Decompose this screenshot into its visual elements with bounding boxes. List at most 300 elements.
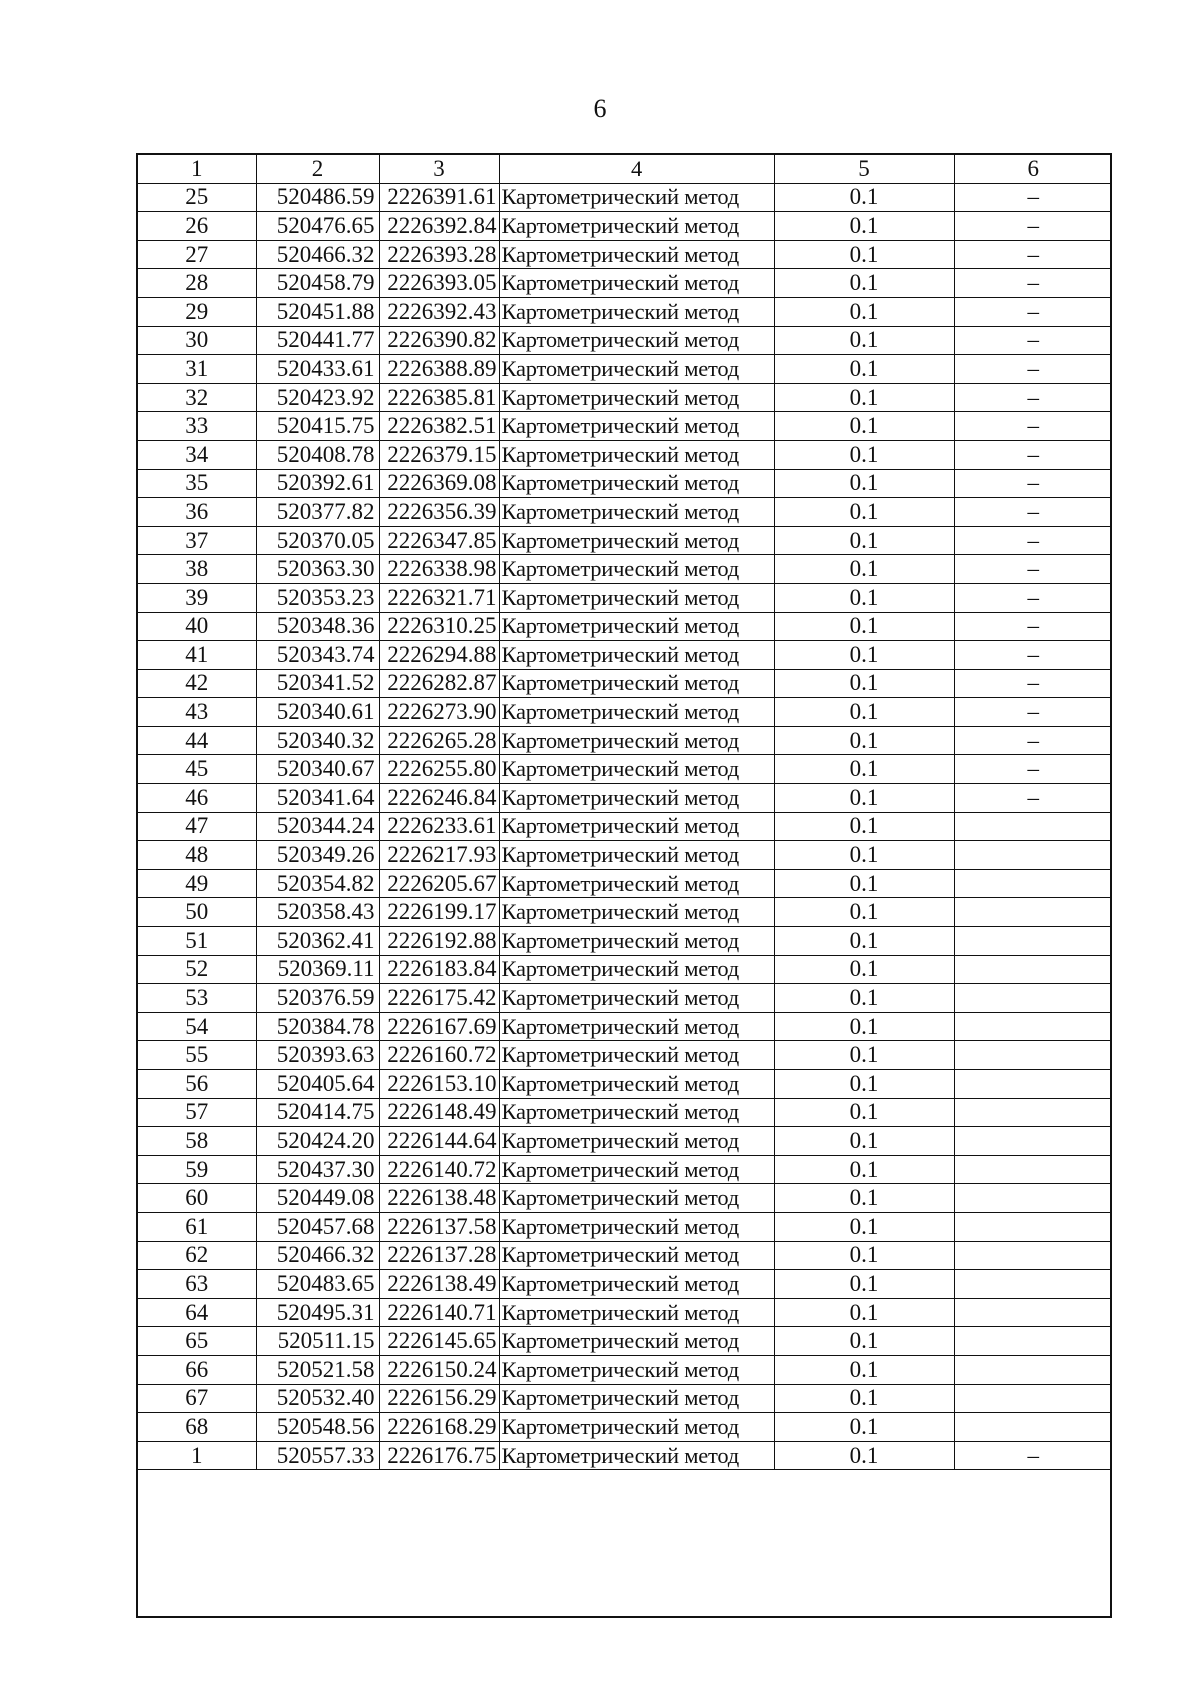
accuracy-cell: 0.1 — [774, 1355, 954, 1384]
point-number-cell: 56 — [138, 1070, 256, 1099]
y-coordinate-cell: 2226140.71 — [379, 1298, 499, 1327]
accuracy-cell: 0.1 — [774, 612, 954, 641]
x-coordinate-cell: 520423.92 — [256, 383, 379, 412]
accuracy-cell: 0.1 — [774, 927, 954, 956]
table-row — [138, 1355, 1112, 1384]
accuracy-cell: 0.1 — [774, 355, 954, 384]
y-coordinate-cell: 2226321.71 — [379, 583, 499, 612]
point-number-cell: 29 — [138, 297, 256, 326]
point-number-cell: 30 — [138, 326, 256, 355]
point-number-cell: 32 — [138, 383, 256, 412]
y-coordinate-cell: 2226393.28 — [379, 240, 499, 269]
table-row — [138, 898, 1112, 927]
y-coordinate-cell: 2226338.98 — [379, 555, 499, 584]
method-cell: Картометрический метод — [499, 355, 774, 384]
method-cell: Картометрический метод — [499, 1270, 774, 1299]
y-coordinate-cell: 2226205.67 — [379, 869, 499, 898]
point-number-cell: 38 — [138, 555, 256, 584]
point-number-cell: 27 — [138, 240, 256, 269]
x-coordinate-cell: 520451.88 — [256, 297, 379, 326]
x-coordinate-cell: 520476.65 — [256, 212, 379, 241]
method-cell: Картометрический метод — [499, 469, 774, 498]
point-number-cell: 42 — [138, 669, 256, 698]
y-coordinate-cell: 2226392.43 — [379, 297, 499, 326]
note-cell — [954, 1384, 1112, 1413]
y-coordinate-cell: 2226145.65 — [379, 1327, 499, 1356]
y-coordinate-cell: 2226382.51 — [379, 412, 499, 441]
method-cell: Картометрический метод — [499, 898, 774, 927]
x-coordinate-cell: 520415.75 — [256, 412, 379, 441]
point-number-cell: 55 — [138, 1041, 256, 1070]
y-coordinate-cell: 2226282.87 — [379, 669, 499, 698]
table-row — [138, 669, 1112, 698]
y-coordinate-cell: 2226153.10 — [379, 1070, 499, 1099]
accuracy-cell: 0.1 — [774, 1070, 954, 1099]
table-row — [138, 698, 1112, 727]
note-cell — [954, 1012, 1112, 1041]
point-number-cell: 35 — [138, 469, 256, 498]
x-coordinate-cell: 520511.15 — [256, 1327, 379, 1356]
y-coordinate-cell: 2226156.29 — [379, 1384, 499, 1413]
y-coordinate-cell: 2226388.89 — [379, 355, 499, 384]
y-coordinate-cell: 2226233.61 — [379, 812, 499, 841]
y-coordinate-cell: 2226385.81 — [379, 383, 499, 412]
x-coordinate-cell: 520405.64 — [256, 1070, 379, 1099]
point-number-cell: 59 — [138, 1155, 256, 1184]
y-coordinate-cell: 2226137.58 — [379, 1212, 499, 1241]
table-row — [138, 297, 1112, 326]
note-cell — [954, 1241, 1112, 1270]
point-number-cell: 61 — [138, 1212, 256, 1241]
point-number-cell: 31 — [138, 355, 256, 384]
point-number-cell: 43 — [138, 698, 256, 727]
note-cell: – — [954, 583, 1112, 612]
y-coordinate-cell: 2226167.69 — [379, 1012, 499, 1041]
x-coordinate-cell: 520376.59 — [256, 984, 379, 1013]
accuracy-cell: 0.1 — [774, 297, 954, 326]
method-cell: Картометрический метод — [499, 755, 774, 784]
x-coordinate-cell: 520384.78 — [256, 1012, 379, 1041]
method-cell: Картометрический метод — [499, 1212, 774, 1241]
x-coordinate-cell: 520495.31 — [256, 1298, 379, 1327]
x-coordinate-cell: 520344.24 — [256, 812, 379, 841]
table-row — [138, 841, 1112, 870]
y-coordinate-cell: 2226356.39 — [379, 498, 499, 527]
point-number-cell: 44 — [138, 726, 256, 755]
x-coordinate-cell: 520408.78 — [256, 440, 379, 469]
accuracy-cell: 0.1 — [774, 326, 954, 355]
accuracy-cell: 0.1 — [774, 1098, 954, 1127]
x-coordinate-cell: 520532.40 — [256, 1384, 379, 1413]
point-number-cell: 45 — [138, 755, 256, 784]
method-cell: Картометрический метод — [499, 412, 774, 441]
x-coordinate-cell: 520363.30 — [256, 555, 379, 584]
x-coordinate-cell: 520393.63 — [256, 1041, 379, 1070]
method-cell: Картометрический метод — [499, 726, 774, 755]
y-coordinate-cell: 2226217.93 — [379, 841, 499, 870]
note-cell: – — [954, 498, 1112, 527]
table-row — [138, 755, 1112, 784]
note-cell: – — [954, 555, 1112, 584]
x-coordinate-cell: 520341.52 — [256, 669, 379, 698]
table-row — [138, 1441, 1112, 1470]
point-number-cell: 57 — [138, 1098, 256, 1127]
point-number-cell: 64 — [138, 1298, 256, 1327]
y-coordinate-cell: 2226168.29 — [379, 1413, 499, 1442]
accuracy-cell: 0.1 — [774, 469, 954, 498]
x-coordinate-cell: 520348.36 — [256, 612, 379, 641]
note-cell: – — [954, 469, 1112, 498]
y-coordinate-cell: 2226140.72 — [379, 1155, 499, 1184]
point-number-cell: 67 — [138, 1384, 256, 1413]
table-row — [138, 269, 1112, 298]
point-number-cell: 33 — [138, 412, 256, 441]
x-coordinate-cell: 520377.82 — [256, 498, 379, 527]
note-cell: – — [954, 240, 1112, 269]
table-row — [138, 1041, 1112, 1070]
method-cell: Картометрический метод — [499, 612, 774, 641]
note-cell — [954, 812, 1112, 841]
method-cell: Картометрический метод — [499, 440, 774, 469]
x-coordinate-cell: 520369.11 — [256, 955, 379, 984]
accuracy-cell: 0.1 — [774, 555, 954, 584]
accuracy-cell: 0.1 — [774, 698, 954, 727]
table-row — [138, 784, 1112, 813]
note-cell: – — [954, 669, 1112, 698]
method-cell: Картометрический метод — [499, 240, 774, 269]
point-number-cell: 37 — [138, 526, 256, 555]
x-coordinate-cell: 520457.68 — [256, 1212, 379, 1241]
method-cell: Картометрический метод — [499, 269, 774, 298]
note-cell — [954, 1070, 1112, 1099]
method-cell: Картометрический метод — [499, 1384, 774, 1413]
note-cell: – — [954, 612, 1112, 641]
accuracy-cell: 0.1 — [774, 755, 954, 784]
note-cell — [954, 1270, 1112, 1299]
x-coordinate-cell: 520340.32 — [256, 726, 379, 755]
note-cell: – — [954, 212, 1112, 241]
accuracy-cell: 0.1 — [774, 898, 954, 927]
x-coordinate-cell: 520424.20 — [256, 1127, 379, 1156]
table-row — [138, 412, 1112, 441]
table-row — [138, 469, 1112, 498]
point-number-cell: 68 — [138, 1413, 256, 1442]
note-cell: – — [954, 269, 1112, 298]
note-cell: – — [954, 326, 1112, 355]
table-row — [138, 440, 1112, 469]
accuracy-cell: 0.1 — [774, 1155, 954, 1184]
note-cell — [954, 1184, 1112, 1213]
note-cell — [954, 1041, 1112, 1070]
x-coordinate-cell: 520343.74 — [256, 641, 379, 670]
accuracy-cell: 0.1 — [774, 183, 954, 212]
y-coordinate-cell: 2226144.64 — [379, 1127, 499, 1156]
method-cell: Картометрический метод — [499, 1184, 774, 1213]
note-cell — [954, 984, 1112, 1013]
table-row — [138, 1098, 1112, 1127]
note-cell — [954, 869, 1112, 898]
accuracy-cell: 0.1 — [774, 1184, 954, 1213]
x-coordinate-cell: 520466.32 — [256, 240, 379, 269]
note-cell — [954, 841, 1112, 870]
accuracy-cell: 0.1 — [774, 1384, 954, 1413]
y-coordinate-cell: 2226138.48 — [379, 1184, 499, 1213]
x-coordinate-cell: 520437.30 — [256, 1155, 379, 1184]
method-cell: Картометрический метод — [499, 383, 774, 412]
accuracy-cell: 0.1 — [774, 726, 954, 755]
method-cell: Картометрический метод — [499, 1098, 774, 1127]
table-header-row — [138, 155, 1112, 183]
table-row — [138, 869, 1112, 898]
note-cell — [954, 1098, 1112, 1127]
y-coordinate-cell: 2226183.84 — [379, 955, 499, 984]
accuracy-cell: 0.1 — [774, 869, 954, 898]
column-header-1: 1 — [138, 155, 256, 183]
note-cell — [954, 1413, 1112, 1442]
table-row — [138, 1413, 1112, 1442]
note-cell — [954, 1127, 1112, 1156]
column-header-3: 3 — [379, 155, 499, 183]
table-row — [138, 240, 1112, 269]
table-row — [138, 1012, 1112, 1041]
accuracy-cell: 0.1 — [774, 212, 954, 241]
note-cell: – — [954, 440, 1112, 469]
method-cell: Картометрический метод — [499, 869, 774, 898]
y-coordinate-cell: 2226255.80 — [379, 755, 499, 784]
method-cell: Картометрический метод — [499, 841, 774, 870]
y-coordinate-cell: 2226391.61 — [379, 183, 499, 212]
table-row — [138, 726, 1112, 755]
point-number-cell: 25 — [138, 183, 256, 212]
y-coordinate-cell: 2226176.75 — [379, 1441, 499, 1470]
page-number: 6 — [593, 94, 607, 123]
y-coordinate-cell: 2226310.25 — [379, 612, 499, 641]
table-row — [138, 212, 1112, 241]
point-number-cell: 50 — [138, 898, 256, 927]
table-row — [138, 383, 1112, 412]
y-coordinate-cell: 2226138.49 — [379, 1270, 499, 1299]
table-row — [138, 1212, 1112, 1241]
point-number-cell: 36 — [138, 498, 256, 527]
method-cell: Картометрический метод — [499, 1298, 774, 1327]
accuracy-cell: 0.1 — [774, 1212, 954, 1241]
table-row — [138, 927, 1112, 956]
method-cell: Картометрический метод — [499, 1155, 774, 1184]
accuracy-cell: 0.1 — [774, 984, 954, 1013]
accuracy-cell: 0.1 — [774, 1127, 954, 1156]
accuracy-cell: 0.1 — [774, 784, 954, 813]
accuracy-cell: 0.1 — [774, 1041, 954, 1070]
note-cell: – — [954, 641, 1112, 670]
table-row — [138, 1184, 1112, 1213]
point-number-cell: 39 — [138, 583, 256, 612]
point-number-cell: 51 — [138, 927, 256, 956]
x-coordinate-cell: 520486.59 — [256, 183, 379, 212]
point-number-cell: 1 — [138, 1441, 256, 1470]
table-row — [138, 1270, 1112, 1299]
method-cell: Картометрический метод — [499, 955, 774, 984]
accuracy-cell: 0.1 — [774, 812, 954, 841]
x-coordinate-cell: 520548.56 — [256, 1413, 379, 1442]
point-number-cell: 48 — [138, 841, 256, 870]
accuracy-cell: 0.1 — [774, 955, 954, 984]
note-cell: – — [954, 383, 1112, 412]
method-cell: Картометрический метод — [499, 212, 774, 241]
point-number-cell: 52 — [138, 955, 256, 984]
column-header-5: 5 — [774, 155, 954, 183]
y-coordinate-cell: 2226137.28 — [379, 1241, 499, 1270]
x-coordinate-cell: 520449.08 — [256, 1184, 379, 1213]
accuracy-cell: 0.1 — [774, 1012, 954, 1041]
note-cell: – — [954, 784, 1112, 813]
method-cell: Картометрический метод — [499, 812, 774, 841]
x-coordinate-cell: 520483.65 — [256, 1270, 379, 1299]
method-cell: Картометрический метод — [499, 498, 774, 527]
y-coordinate-cell: 2226160.72 — [379, 1041, 499, 1070]
note-cell — [954, 955, 1112, 984]
y-coordinate-cell: 2226192.88 — [379, 927, 499, 956]
table-row — [138, 1070, 1112, 1099]
accuracy-cell: 0.1 — [774, 440, 954, 469]
y-coordinate-cell: 2226265.28 — [379, 726, 499, 755]
method-cell: Картометрический метод — [499, 669, 774, 698]
accuracy-cell: 0.1 — [774, 841, 954, 870]
x-coordinate-cell: 520458.79 — [256, 269, 379, 298]
x-coordinate-cell: 520441.77 — [256, 326, 379, 355]
column-header-4: 4 — [499, 155, 774, 183]
y-coordinate-cell: 2226150.24 — [379, 1355, 499, 1384]
x-coordinate-cell: 520341.64 — [256, 784, 379, 813]
accuracy-cell: 0.1 — [774, 1270, 954, 1299]
y-coordinate-cell: 2226390.82 — [379, 326, 499, 355]
table-row — [138, 1155, 1112, 1184]
table-row — [138, 1127, 1112, 1156]
table-row — [138, 183, 1112, 212]
method-cell: Картометрический метод — [499, 555, 774, 584]
x-coordinate-cell: 520521.58 — [256, 1355, 379, 1384]
point-number-cell: 66 — [138, 1355, 256, 1384]
point-number-cell: 34 — [138, 440, 256, 469]
point-number-cell: 49 — [138, 869, 256, 898]
method-cell: Картометрический метод — [499, 1127, 774, 1156]
table-row — [138, 355, 1112, 384]
accuracy-cell: 0.1 — [774, 641, 954, 670]
accuracy-cell: 0.1 — [774, 1241, 954, 1270]
x-coordinate-cell: 520466.32 — [256, 1241, 379, 1270]
x-coordinate-cell: 520353.23 — [256, 583, 379, 612]
y-coordinate-cell: 2226199.17 — [379, 898, 499, 927]
note-cell: – — [954, 526, 1112, 555]
point-number-cell: 58 — [138, 1127, 256, 1156]
note-cell: – — [954, 1441, 1112, 1470]
x-coordinate-cell: 520358.43 — [256, 898, 379, 927]
note-cell: – — [954, 698, 1112, 727]
table-row — [138, 326, 1112, 355]
note-cell — [954, 1212, 1112, 1241]
method-cell: Картометрический метод — [499, 1413, 774, 1442]
method-cell: Картометрический метод — [499, 984, 774, 1013]
method-cell: Картометрический метод — [499, 1041, 774, 1070]
table-row — [138, 498, 1112, 527]
x-coordinate-cell: 520370.05 — [256, 526, 379, 555]
method-cell: Картометрический метод — [499, 297, 774, 326]
point-number-cell: 53 — [138, 984, 256, 1013]
y-coordinate-cell: 2226273.90 — [379, 698, 499, 727]
note-cell: – — [954, 726, 1112, 755]
note-cell — [954, 1327, 1112, 1356]
table-row — [138, 1327, 1112, 1356]
method-cell: Картометрический метод — [499, 1241, 774, 1270]
table-row — [138, 1241, 1112, 1270]
note-cell — [954, 927, 1112, 956]
table-row — [138, 526, 1112, 555]
note-cell: – — [954, 297, 1112, 326]
table-row — [138, 1384, 1112, 1413]
y-coordinate-cell: 2226347.85 — [379, 526, 499, 555]
method-cell: Картометрический метод — [499, 1441, 774, 1470]
method-cell: Картометрический метод — [499, 1070, 774, 1099]
point-number-cell: 62 — [138, 1241, 256, 1270]
y-coordinate-cell: 2226294.88 — [379, 641, 499, 670]
point-number-cell: 60 — [138, 1184, 256, 1213]
note-cell: – — [954, 183, 1112, 212]
method-cell: Картометрический метод — [499, 698, 774, 727]
accuracy-cell: 0.1 — [774, 669, 954, 698]
x-coordinate-cell: 520349.26 — [256, 841, 379, 870]
method-cell: Картометрический метод — [499, 1012, 774, 1041]
method-cell: Картометрический метод — [499, 784, 774, 813]
method-cell: Картометрический метод — [499, 927, 774, 956]
method-cell: Картометрический метод — [499, 641, 774, 670]
note-cell: – — [954, 412, 1112, 441]
note-cell — [954, 1155, 1112, 1184]
x-coordinate-cell: 520340.61 — [256, 698, 379, 727]
accuracy-cell: 0.1 — [774, 1327, 954, 1356]
y-coordinate-cell: 2226175.42 — [379, 984, 499, 1013]
method-cell: Картометрический метод — [499, 183, 774, 212]
point-number-cell: 41 — [138, 641, 256, 670]
x-coordinate-cell: 520392.61 — [256, 469, 379, 498]
table-row — [138, 955, 1112, 984]
accuracy-cell: 0.1 — [774, 412, 954, 441]
note-cell: – — [954, 755, 1112, 784]
column-header-2: 2 — [256, 155, 379, 183]
accuracy-cell: 0.1 — [774, 1298, 954, 1327]
y-coordinate-cell: 2226392.84 — [379, 212, 499, 241]
point-number-cell: 40 — [138, 612, 256, 641]
point-number-cell: 26 — [138, 212, 256, 241]
method-cell: Картометрический метод — [499, 1327, 774, 1356]
y-coordinate-cell: 2226148.49 — [379, 1098, 499, 1127]
method-cell: Картометрический метод — [499, 583, 774, 612]
table-row — [138, 812, 1112, 841]
coordinates-table-frame — [136, 153, 1112, 1618]
column-header-6: 6 — [954, 155, 1112, 183]
y-coordinate-cell: 2226369.08 — [379, 469, 499, 498]
accuracy-cell: 0.1 — [774, 1413, 954, 1442]
point-number-cell: 47 — [138, 812, 256, 841]
method-cell: Картометрический метод — [499, 1355, 774, 1384]
table-row — [138, 555, 1112, 584]
note-cell — [954, 1355, 1112, 1384]
method-cell: Картометрический метод — [499, 326, 774, 355]
point-number-cell: 46 — [138, 784, 256, 813]
accuracy-cell: 0.1 — [774, 498, 954, 527]
coordinates-table — [138, 155, 1112, 1470]
x-coordinate-cell: 520362.41 — [256, 927, 379, 956]
y-coordinate-cell: 2226246.84 — [379, 784, 499, 813]
x-coordinate-cell: 520340.67 — [256, 755, 379, 784]
